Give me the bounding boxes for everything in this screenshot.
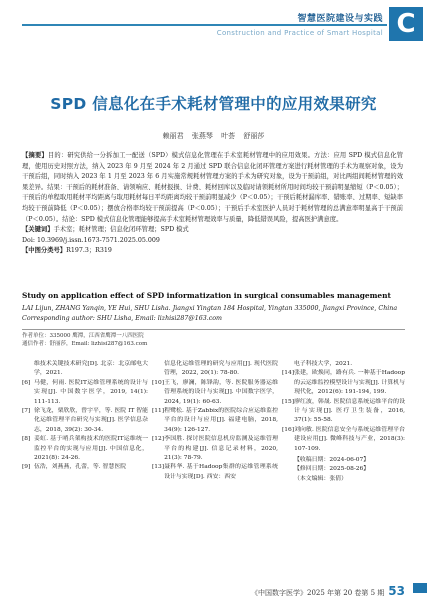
reference-item xyxy=(22,435,148,463)
reference-number: [14] xyxy=(282,370,295,377)
reference-number: [10] xyxy=(152,379,165,386)
page-header xyxy=(0,0,427,48)
reference-number: [8] xyxy=(22,436,31,443)
reference-text: 姜虹. 基于哨兵架构技术的医院IT运维统一监控平台的实现与应用[J]. 中国信息化，2021(8): 24-26. xyxy=(34,436,148,462)
reference-number: [11] xyxy=(152,408,165,415)
keywords-text: 手术室；耗材管理；信息化闭环管理；SPD 模式 xyxy=(53,226,189,234)
reference-text: 王飞，廖澜，陈锋韵，等. 医院服务器运维管理系统的设计与实现[J]. 中国数字医学，2024, 19(1): 60-63. xyxy=(164,379,278,405)
abstract-paragraph xyxy=(22,151,403,225)
reference-number xyxy=(152,360,164,379)
reference-text: 程鹭松. 基于Zabbix的医院综合应运维监控平台的设计与应用[J]. 福建电脑，2018, 34(9): 126-127. xyxy=(164,408,278,433)
reference-item xyxy=(152,435,278,463)
reference-text: 伍浩，刘燕燕，孔蕾，等. 智慧医院 xyxy=(34,464,127,471)
header-section-subtitle: Construction and Practice of Smart Hospital xyxy=(216,29,383,37)
reference-text: 聂科华. 基于Hadoop集群的运维管理系统设计与实现[D]. 西安：西安 xyxy=(164,464,278,480)
received-date: 【收稿日期：2024-06-07】 xyxy=(294,457,370,464)
reference-text: 张建，欧焕同，路有兵. 一种基于Hadoop的云运维监控模型设计与实现[J]. 计算机与现代化，2012(6): 191-194, 199. xyxy=(294,370,405,396)
reference-text: 维技术关键技术研究[D]. 北京：北京邮电大学，2021. xyxy=(34,361,148,377)
reference-number: [6] xyxy=(22,379,31,386)
doi-line: Doi: 10.3969/j.issn.1673-7571.2025.05.009 xyxy=(22,236,160,244)
footer-journal: 《中国数字医学》2025 年第 20 卷第 5 期 xyxy=(250,589,385,597)
clc-text: R197.3；R319 xyxy=(66,247,112,255)
reference-item xyxy=(152,360,278,379)
abstract-text: 目的：研究供给一分拆加工一配送（SPD）模式信息化管理在手术室耗材管理中的应用效果。方法：应用 SPD 模式信息化管理，使用历史对照方法，纳入 2023 年 9 月至 2024 年 2 月通过 SPD 联合信息化闭环管理方案进行耗材管理的手术为观察对象，设为干预后组，同时纳入 2023 年 1 月至 2023 年 6 月实施常规耗材管理方案的手术为研究对象，设为干预前组，对比两组间耗材管理的效果差异。结果：干预后的耗材准备、请领响应、耗材报损、计费、耗材回库以及临时请领耗材所用时间均较干预前明显缩短（P＜0.05）；干预后的单程取用耗材平均距离与取用耗材每日平均距离均较干预前明显减少（P＜0.05）；干预后耗材漏库率、错账率、过期率、短缺率均较干预前降低（P＜0.05）；摆放合格率均较干预前提高（P＜0.05）；干预后手术室医护人员对于耗材管理的总满意率明显高于干预前（P＜0.05）。结论：SPD 模式信息化管理能够提高手术室耗材管理效率与质量，降低错误风险，提高医护满意度。 xyxy=(22,152,404,223)
reference-text: 马健，何雨. 医院IT运维管理系统的设计与实现[J]. 中国数字医学，2019, 14(1): 111-113. xyxy=(34,379,148,405)
reference-item xyxy=(22,379,148,407)
reference-item xyxy=(152,407,278,435)
english-authors: LAI Lijun, ZHANG Yanqin, YE Hui, SHU Lisha. Jiangxi Yingtan 184 Hospital, Yingtan 335000, Jiangxi Province, China xyxy=(22,305,398,312)
section-divider xyxy=(22,329,405,330)
reference-text: 电子科技大学，2021. xyxy=(294,361,353,367)
reference-text: 徐飞龙，栗欣欣，曾宇平，等. 医院 IT 智能化运维管理平台研究与实现[J]. 医学信息杂志，2018, 39(2): 30-34. xyxy=(34,408,148,433)
reference-number: [12] xyxy=(152,436,165,443)
article-dates xyxy=(282,456,405,484)
author-footnote xyxy=(22,333,405,348)
footnote-unit: 作者单位：335000 鹰潭，江西省鹰潭一八四医院 xyxy=(22,333,144,339)
footer-accent-bar xyxy=(413,583,427,593)
reference-text: 信息化运维管理的研究与应用[J]. 现代医院管理，2022, 20(1): 78-80. xyxy=(164,361,278,377)
clc-line xyxy=(22,246,403,257)
article-authors: 赖丽君 张燕琴 叶荟 舒丽莎 xyxy=(162,132,265,140)
page-number: 53 xyxy=(388,584,405,598)
reference-item xyxy=(22,463,148,472)
reference-item xyxy=(152,463,278,482)
page-footer xyxy=(251,584,405,598)
reference-item xyxy=(22,407,148,435)
abstract-label: 【摘要】 xyxy=(22,152,48,159)
reference-text: 李国胜. 探讨医院信息机房监测及运维管理平台的构建[J]. 信息记录材料，2020, 21(3): 78-79. xyxy=(164,436,278,462)
footnote-contact: 通信作者：舒丽莎，Email: lizhisi287@163.com xyxy=(22,340,148,347)
reference-number: [16] xyxy=(282,426,295,433)
references-column-1 xyxy=(22,360,148,473)
english-title: Study on application effect of SPD informatization in surgical consumables management xyxy=(22,291,391,300)
reference-item xyxy=(282,398,405,426)
references-list xyxy=(282,360,405,454)
clc-label: 【中图分类号】 xyxy=(22,247,67,255)
reference-text: 廖红波，韩晟. 医院信息系统运维平台的设计与实现[J]. 医疗卫生装备，2016, 37(1): 55-58. xyxy=(294,398,405,424)
header-rule xyxy=(22,24,387,26)
reference-number xyxy=(282,360,294,369)
reference-item xyxy=(282,369,405,397)
reference-number: [7] xyxy=(22,408,31,415)
abstract-block xyxy=(22,151,403,257)
keywords-label: 【关键词】 xyxy=(22,226,54,234)
reference-item xyxy=(152,379,278,407)
reference-text: 刘向敏. 医院信息安全与系统运维管理平台建设应用[J]. 微峰科技与产业，2018(3): 107-109. xyxy=(294,426,405,452)
reference-number xyxy=(22,360,34,379)
reference-number: [9] xyxy=(22,464,31,471)
journal-logo: C xyxy=(389,7,423,41)
reference-item xyxy=(282,426,405,454)
article-title: SPD 信息化在手术耗材管理中的应用效果研究 xyxy=(50,95,377,113)
reference-number: [13] xyxy=(152,464,165,471)
references-column-2 xyxy=(152,360,278,482)
english-corresponding: Corresponding author: SHU Lisha, Email: lizhisi287@163.com xyxy=(22,315,223,322)
references-column-3 xyxy=(282,360,405,484)
reference-number: [15] xyxy=(282,398,295,405)
editor-note: （本文编辑：张倩） xyxy=(294,475,348,482)
revised-date: 【修回日期：2025-08-26】 xyxy=(294,466,370,473)
reference-item xyxy=(22,360,148,379)
keywords-line xyxy=(22,225,403,236)
header-section-tag: 智慧医院建设与实践 xyxy=(297,14,383,24)
reference-item xyxy=(282,360,405,369)
